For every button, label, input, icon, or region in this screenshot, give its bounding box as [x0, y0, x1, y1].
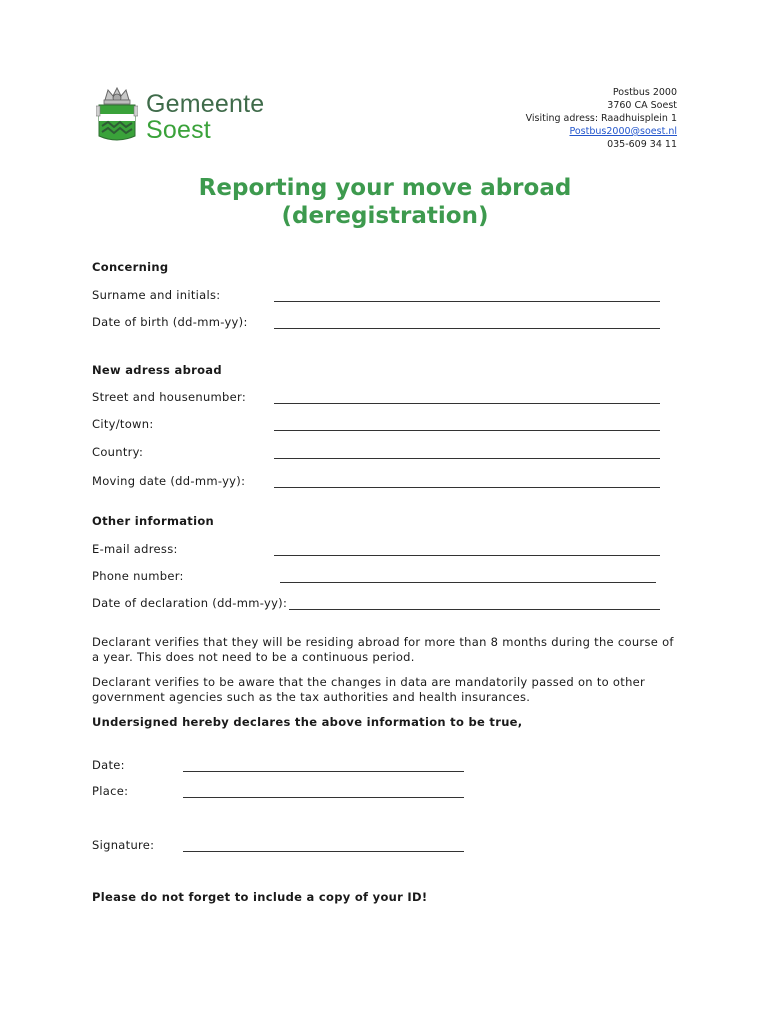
dob-label: Date of birth (dd-mm-yy):: [92, 315, 248, 329]
declaration-date-input-line[interactable]: [289, 609, 660, 610]
dob-input-line[interactable]: [274, 328, 660, 329]
declaration-date-field[interactable]: [92, 596, 662, 612]
contact-postcode: 3760 CA Soest: [607, 100, 677, 111]
moving-date-field[interactable]: [92, 474, 662, 490]
statement-residing-abroad: Declarant verifies that they will be residing abroad for more than 8 months during the course of a year. This does not need to be a continuous period.: [92, 635, 674, 664]
contact-visiting-address: Visiting adress: Raadhuisplein 1: [525, 113, 677, 124]
street-field[interactable]: [92, 390, 662, 406]
country-input-line[interactable]: [274, 458, 660, 459]
sign-date-label: Date:: [92, 758, 125, 772]
sign-place-field[interactable]: [92, 784, 662, 800]
city-label: City/town:: [92, 417, 154, 431]
contact-block: [526, 86, 677, 151]
logo-line-gemeente: Gemeente: [146, 90, 265, 118]
statement-declaration: Undersigned hereby declares the above information to be true,: [92, 715, 523, 729]
dob-field[interactable]: [92, 315, 662, 331]
signature-label: Signature:: [92, 838, 155, 852]
city-field[interactable]: [92, 417, 662, 433]
signature-field[interactable]: [92, 838, 662, 854]
section-heading-new-address: New adress abroad: [92, 363, 222, 377]
title-line-1: Reporting your move abroad: [198, 175, 572, 201]
section-heading-concerning: Concerning: [92, 260, 169, 274]
section-heading-other-information: Other information: [92, 514, 215, 528]
city-input-line[interactable]: [274, 430, 660, 431]
contact-phone: 035-609 34 11: [607, 139, 677, 150]
moving-date-input-line[interactable]: [274, 487, 660, 488]
surname-field[interactable]: [92, 288, 662, 304]
email-input-line[interactable]: [274, 555, 660, 556]
surname-input-line[interactable]: [274, 301, 660, 302]
email-label: E-mail adress:: [92, 542, 178, 556]
street-input-line[interactable]: [274, 403, 660, 404]
sign-place-label: Place:: [92, 784, 129, 798]
phone-input-line[interactable]: [280, 582, 656, 583]
country-field[interactable]: [92, 445, 662, 461]
sign-date-field[interactable]: [92, 758, 662, 774]
statement-data-sharing: Declarant verifies to be aware that the changes in data are mandatorily passed on to other government agencies such as the tax authorities and health insurances.: [92, 675, 646, 704]
soest-coat-of-arms-icon: [96, 86, 138, 144]
municipality-logo: [96, 86, 276, 146]
street-label: Street and housenumber:: [92, 390, 247, 404]
sign-date-input-line[interactable]: [183, 771, 464, 772]
contact-postbus: Postbus 2000: [612, 87, 677, 98]
moving-date-label: Moving date (dd-mm-yy):: [92, 474, 246, 488]
country-label: Country:: [92, 445, 144, 459]
contact-email-link[interactable]: Postbus2000@soest.nl: [569, 126, 677, 137]
title-line-2: (deregistration): [281, 203, 489, 229]
page-title: [0, 174, 770, 230]
signature-input-line[interactable]: [183, 851, 464, 852]
phone-label: Phone number:: [92, 569, 184, 583]
logo-line-soest: Soest: [146, 116, 211, 144]
surname-label: Surname and initials:: [92, 288, 221, 302]
declaration-date-label: Date of declaration (dd-mm-yy):: [92, 596, 288, 610]
id-copy-reminder: Please do not forget to include a copy of your ID!: [92, 890, 428, 904]
phone-field[interactable]: [92, 569, 662, 585]
email-field[interactable]: [92, 542, 662, 558]
sign-place-input-line[interactable]: [183, 797, 464, 798]
logo-wordmark: [146, 91, 264, 143]
